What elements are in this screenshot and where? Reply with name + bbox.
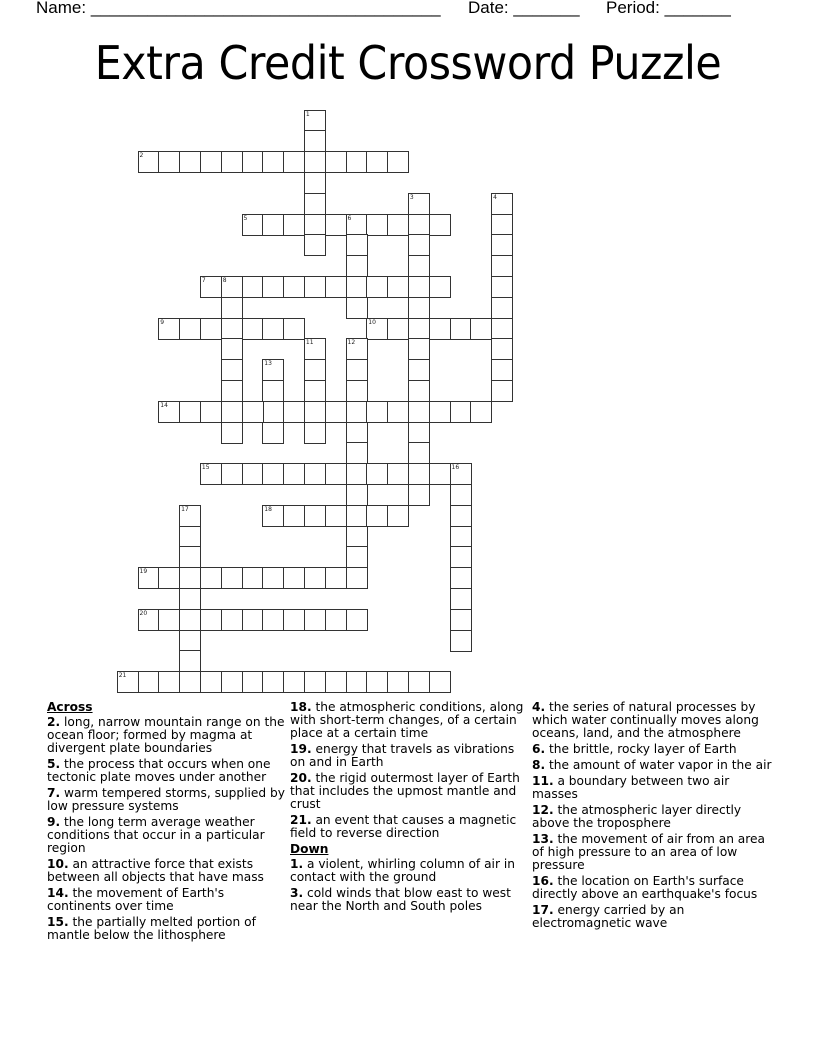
grid-cell[interactable] (262, 380, 284, 402)
grid-cell[interactable] (221, 401, 243, 423)
clue-number-label: 8 (222, 276, 227, 284)
clue-down (532, 775, 772, 801)
grid-cell[interactable] (408, 193, 430, 215)
grid-cell[interactable] (325, 671, 347, 693)
grid-cell[interactable] (158, 671, 180, 693)
clue-text: a boundary between two air masses (532, 774, 730, 801)
grid-cell[interactable] (304, 110, 326, 132)
grid-cell[interactable] (408, 297, 430, 319)
clue-number-label: 16 (451, 464, 460, 472)
grid-cell[interactable] (387, 463, 409, 485)
clues-column-1 (47, 701, 287, 945)
grid-cell[interactable] (491, 338, 513, 360)
grid-cell[interactable] (387, 671, 409, 693)
grid-cell[interactable] (200, 463, 222, 485)
grid-cell[interactable] (491, 318, 513, 340)
grid-cell[interactable] (450, 484, 472, 506)
grid-cell[interactable] (325, 463, 347, 485)
clue-down (532, 833, 772, 872)
grid-cell[interactable] (346, 151, 368, 173)
grid-cell[interactable] (242, 214, 264, 236)
grid-cell[interactable] (491, 255, 513, 277)
grid-cell[interactable] (242, 671, 264, 693)
grid-cell[interactable] (408, 463, 430, 485)
grid-cell[interactable] (304, 193, 326, 215)
clue-number-label: 17 (181, 505, 189, 513)
clue-number: 9. (47, 815, 61, 829)
grid-cell[interactable] (221, 151, 243, 173)
grid-cell[interactable] (408, 318, 430, 340)
grid-cell[interactable] (242, 463, 264, 485)
grid-cell[interactable] (408, 484, 430, 506)
grid-cell[interactable] (408, 442, 430, 464)
grid-cell[interactable] (158, 609, 180, 631)
grid-cell[interactable] (200, 609, 222, 631)
clue-number-label: 13 (264, 360, 272, 368)
grid-cell[interactable] (304, 380, 326, 402)
grid-cell[interactable] (242, 567, 264, 589)
grid-cell[interactable] (179, 318, 201, 340)
grid-cell[interactable] (366, 505, 388, 527)
clue-text: the atmospheric layer directly above the troposphere (532, 803, 742, 830)
grid-cell[interactable] (200, 151, 222, 173)
grid-cell[interactable] (304, 463, 326, 485)
grid-cell[interactable] (346, 484, 368, 506)
grid-cell[interactable] (221, 338, 243, 360)
grid-cell[interactable] (491, 276, 513, 298)
clue-number-label: 3 (409, 193, 414, 201)
clue-text: the long term average weather conditions that occur in a particular region (47, 815, 265, 855)
grid-cell[interactable] (387, 151, 409, 173)
down-heading: Down (290, 842, 329, 856)
clue-down (532, 904, 772, 930)
clue-number-label: 1 (305, 110, 310, 118)
period-blank[interactable]: _______ (664, 0, 731, 17)
clue-text: the partially melted portion of mantle below the lithosphere (47, 915, 256, 942)
grid-cell[interactable] (491, 380, 513, 402)
grid-cell[interactable] (283, 276, 305, 298)
clue-number-label: 10 (368, 318, 376, 326)
clue-number: 14. (47, 886, 69, 900)
grid-cell[interactable] (408, 401, 430, 423)
clue-down (532, 701, 772, 740)
grid-cell[interactable] (179, 588, 201, 610)
grid-cell[interactable] (346, 526, 368, 548)
clue-number-label: 11 (305, 339, 314, 347)
grid-cell[interactable] (200, 671, 222, 693)
grid-cell[interactable] (138, 567, 160, 589)
grid-cell[interactable] (325, 276, 347, 298)
grid-cell[interactable] (283, 401, 305, 423)
grid-cell[interactable] (200, 318, 222, 340)
grid-cell[interactable] (346, 234, 368, 256)
grid-cell[interactable] (304, 276, 326, 298)
grid-cell[interactable] (179, 567, 201, 589)
grid-cell[interactable] (429, 318, 451, 340)
grid-cell[interactable] (158, 318, 180, 340)
grid-cell[interactable] (304, 151, 326, 173)
clue-text: an event that causes a magnetic field to reverse direction (290, 813, 517, 840)
clue-number-label: 5 (243, 214, 248, 222)
grid-cell[interactable] (304, 234, 326, 256)
grid-cell[interactable] (408, 380, 430, 402)
clue-text: long, narrow mountain range on the ocean floor; formed by magma at divergent plate boundaries (47, 715, 285, 755)
grid-cell[interactable] (450, 546, 472, 568)
grid-cell[interactable] (366, 214, 388, 236)
clue-number: 11. (532, 774, 554, 788)
grid-cell[interactable] (346, 609, 368, 631)
clue-number: 21. (290, 813, 312, 827)
clue-number: 15. (47, 915, 69, 929)
grid-cell[interactable] (346, 422, 368, 444)
grid-cell[interactable] (304, 505, 326, 527)
grid-cell[interactable] (346, 359, 368, 381)
grid-cell[interactable] (262, 151, 284, 173)
grid-cell[interactable] (304, 567, 326, 589)
clue-text: the movement of Earth's continents over time (47, 886, 225, 913)
grid-cell[interactable] (429, 671, 451, 693)
grid-cell[interactable] (450, 588, 472, 610)
clue-text: energy carried by an electromagnetic wave (532, 903, 685, 930)
clue-number: 5. (47, 757, 61, 771)
clue-number-label: 21 (118, 672, 127, 680)
grid-cell[interactable] (283, 567, 305, 589)
grid-cell[interactable] (387, 214, 409, 236)
grid-cell[interactable] (325, 151, 347, 173)
grid-cell[interactable] (387, 318, 409, 340)
clue-text: the amount of water vapor in the air (549, 758, 772, 772)
grid-cell[interactable] (429, 463, 451, 485)
clue-number-label: 19 (139, 568, 148, 576)
grid-cell[interactable] (262, 505, 284, 527)
grid-cell[interactable] (408, 422, 430, 444)
grid-cell[interactable] (346, 297, 368, 319)
clue-text: the atmospheric conditions, along with short-term changes, of a certain place at a certain time (290, 700, 524, 740)
grid-cell[interactable] (408, 234, 430, 256)
clue-text: the series of natural processes by which water continually moves along oceans, land, and the atmosphere (532, 700, 759, 740)
clue-across (290, 701, 530, 740)
clue-number: 19. (290, 742, 312, 756)
grid-cell[interactable] (491, 359, 513, 381)
grid-cell[interactable] (262, 359, 284, 381)
clue-down (532, 804, 772, 830)
grid-cell[interactable] (221, 297, 243, 319)
name-blank[interactable]: _____________________________________ (90, 0, 441, 17)
grid-cell[interactable] (117, 671, 139, 693)
clue-number-label: 20 (139, 609, 148, 617)
grid-cell[interactable] (304, 359, 326, 381)
clue-number: 12. (532, 803, 554, 817)
grid-cell[interactable] (304, 401, 326, 423)
grid-cell[interactable] (221, 318, 243, 340)
clue-down (532, 759, 772, 772)
grid-cell[interactable] (221, 671, 243, 693)
clue-across (290, 814, 530, 840)
grid-cell[interactable] (408, 338, 430, 360)
clue-across (47, 716, 287, 755)
grid-cell[interactable] (387, 505, 409, 527)
grid-cell[interactable] (262, 401, 284, 423)
grid-cell[interactable] (262, 567, 284, 589)
grid-cell[interactable] (283, 463, 305, 485)
grid-cell[interactable] (221, 276, 243, 298)
clue-number: 4. (532, 700, 546, 714)
clue-number-label: 9 (160, 318, 165, 326)
grid-cell[interactable] (179, 609, 201, 631)
grid-cell[interactable] (304, 338, 326, 360)
grid-cell[interactable] (179, 546, 201, 568)
grid-cell[interactable] (138, 151, 160, 173)
grid-cell[interactable] (179, 630, 201, 652)
grid-cell[interactable] (262, 214, 284, 236)
clue-text: energy that travels as vibrations on and in Earth (290, 742, 515, 769)
grid-cell[interactable] (283, 505, 305, 527)
clue-text: the movement of air from an area of high pressure to an area of low pressure (532, 832, 765, 872)
grid-cell[interactable] (450, 463, 472, 485)
clue-number: 20. (290, 771, 312, 785)
grid-cell[interactable] (346, 671, 368, 693)
grid-cell[interactable] (366, 463, 388, 485)
grid-cell[interactable] (366, 276, 388, 298)
grid-cell[interactable] (491, 234, 513, 256)
grid-cell[interactable] (138, 671, 160, 693)
clue-text: cold winds that blow east to west near the North and South poles (290, 886, 511, 913)
clue-text: the brittle, rocky layer of Earth (549, 742, 737, 756)
clue-number-label: 12 (347, 339, 356, 347)
grid-cell[interactable] (262, 318, 284, 340)
clue-number: 1. (290, 857, 304, 871)
grid-cell[interactable] (221, 359, 243, 381)
grid-cell[interactable] (158, 567, 180, 589)
grid-cell[interactable] (346, 255, 368, 277)
grid-cell[interactable] (283, 671, 305, 693)
grid-cell[interactable] (325, 214, 347, 236)
grid-cell[interactable] (470, 401, 492, 423)
grid-cell[interactable] (304, 609, 326, 631)
grid-cell[interactable] (242, 151, 264, 173)
grid-cell[interactable] (346, 380, 368, 402)
grid-cell[interactable] (221, 567, 243, 589)
grid-cell[interactable] (283, 318, 305, 340)
grid-cell[interactable] (346, 442, 368, 464)
grid-cell[interactable] (242, 609, 264, 631)
clue-text: the rigid outermost layer of Earth that includes the upmost mantle and crust (290, 771, 520, 811)
clue-down (290, 887, 530, 913)
clue-number: 2. (47, 715, 61, 729)
grid-cell[interactable] (491, 193, 513, 215)
grid-cell[interactable] (221, 380, 243, 402)
clue-number: 3. (290, 886, 304, 900)
page-title: Extra Credit Crossword Puzzle (94, 36, 722, 90)
grid-cell[interactable] (408, 359, 430, 381)
grid-cell[interactable] (304, 671, 326, 693)
grid-cell[interactable] (346, 463, 368, 485)
grid-cell[interactable] (346, 276, 368, 298)
grid-cell[interactable] (200, 567, 222, 589)
grid-cell[interactable] (366, 151, 388, 173)
grid-cell[interactable] (325, 609, 347, 631)
clue-text: a violent, whirling column of air in contact with the ground (290, 857, 515, 884)
grid-cell[interactable] (242, 401, 264, 423)
grid-cell[interactable] (491, 214, 513, 236)
clue-across (47, 887, 287, 913)
grid-cell[interactable] (408, 276, 430, 298)
clue-number-label: 6 (347, 214, 352, 222)
clue-number: 17. (532, 903, 554, 917)
grid-cell[interactable] (450, 505, 472, 527)
clue-number: 8. (532, 758, 546, 772)
clue-number-label: 4 (493, 193, 497, 201)
clue-number: 16. (532, 874, 554, 888)
grid-cell[interactable] (325, 567, 347, 589)
clue-down (532, 743, 772, 756)
across-heading: Across (47, 700, 93, 714)
clue-across (47, 787, 287, 813)
grid-cell[interactable] (366, 318, 388, 340)
grid-cell[interactable] (262, 671, 284, 693)
grid-cell[interactable] (304, 172, 326, 194)
grid-cell[interactable] (450, 318, 472, 340)
clue-down (290, 858, 530, 884)
grid-cell[interactable] (325, 505, 347, 527)
clue-number-label: 18 (264, 505, 272, 513)
grid-cell[interactable] (304, 214, 326, 236)
grid-cell[interactable] (138, 609, 160, 631)
grid-cell[interactable] (470, 318, 492, 340)
grid-cell[interactable] (158, 151, 180, 173)
clue-number-label: 7 (201, 276, 206, 284)
grid-cell[interactable] (346, 338, 368, 360)
grid-cell[interactable] (304, 422, 326, 444)
grid-cell[interactable] (450, 401, 472, 423)
grid-cell[interactable] (242, 276, 264, 298)
clue-across (47, 858, 287, 884)
date-blank[interactable]: _______ (513, 0, 580, 17)
clue-text: the location on Earth's surface directly above an earthquake's focus (532, 874, 758, 901)
clue-number: 7. (47, 786, 61, 800)
grid-cell[interactable] (346, 546, 368, 568)
clue-across (47, 758, 287, 784)
clue-text: an attractive force that exists between all objects that have mass (47, 857, 264, 884)
clues-column-2 (290, 701, 530, 916)
clue-across (290, 743, 530, 769)
date-label: Date: (468, 0, 509, 17)
clue-number-label: 14 (160, 401, 168, 409)
grid-cell[interactable] (242, 318, 264, 340)
grid-cell[interactable] (283, 151, 305, 173)
grid-cell[interactable] (179, 401, 201, 423)
clue-across (290, 772, 530, 811)
grid-cell[interactable] (408, 671, 430, 693)
grid-cell[interactable] (179, 671, 201, 693)
clue-text: the process that occurs when one tectonic plate moves under another (47, 757, 271, 784)
grid-cell[interactable] (262, 463, 284, 485)
grid-cell[interactable] (450, 526, 472, 548)
grid-cell[interactable] (221, 609, 243, 631)
grid-cell[interactable] (262, 276, 284, 298)
clue-number: 10. (47, 857, 69, 871)
grid-cell[interactable] (283, 214, 305, 236)
grid-cell[interactable] (179, 505, 201, 527)
clue-across (47, 916, 287, 942)
grid-cell[interactable] (262, 422, 284, 444)
grid-cell[interactable] (429, 401, 451, 423)
grid-cell[interactable] (387, 401, 409, 423)
clue-text: warm tempered storms, supplied by low pressure systems (47, 786, 285, 813)
period-label: Period: (606, 0, 660, 17)
grid-cell[interactable] (179, 526, 201, 548)
grid-cell[interactable] (408, 214, 430, 236)
grid-cell[interactable] (262, 609, 284, 631)
grid-cell[interactable] (221, 422, 243, 444)
grid-cell[interactable] (346, 401, 368, 423)
grid-cell[interactable] (304, 130, 326, 152)
grid-cell[interactable] (429, 214, 451, 236)
clue-number-label: 2 (139, 152, 144, 160)
grid-cell[interactable] (325, 401, 347, 423)
grid-cell[interactable] (346, 505, 368, 527)
grid-cell[interactable] (387, 276, 409, 298)
grid-cell[interactable] (408, 255, 430, 277)
grid-cell[interactable] (450, 609, 472, 631)
name-label: Name: (36, 0, 87, 17)
grid-cell[interactable] (221, 463, 243, 485)
grid-cell[interactable] (158, 401, 180, 423)
grid-cell[interactable] (346, 214, 368, 236)
clue-number-label: 15 (201, 464, 210, 472)
grid-cell[interactable] (366, 401, 388, 423)
grid-cell[interactable] (450, 630, 472, 652)
grid-cell[interactable] (429, 276, 451, 298)
grid-cell[interactable] (346, 567, 368, 589)
clue-number: 13. (532, 832, 554, 846)
clue-down (532, 875, 772, 901)
grid-cell[interactable] (450, 567, 472, 589)
grid-cell[interactable] (366, 671, 388, 693)
grid-cell[interactable] (179, 650, 201, 672)
grid-cell[interactable] (200, 276, 222, 298)
grid-cell[interactable] (179, 151, 201, 173)
grid-cell[interactable] (283, 609, 305, 631)
clue-number: 18. (290, 700, 312, 714)
clue-across (47, 816, 287, 855)
clue-number: 6. (532, 742, 546, 756)
grid-cell[interactable] (200, 401, 222, 423)
grid-cell[interactable] (491, 297, 513, 319)
clues-column-3 (532, 701, 772, 933)
